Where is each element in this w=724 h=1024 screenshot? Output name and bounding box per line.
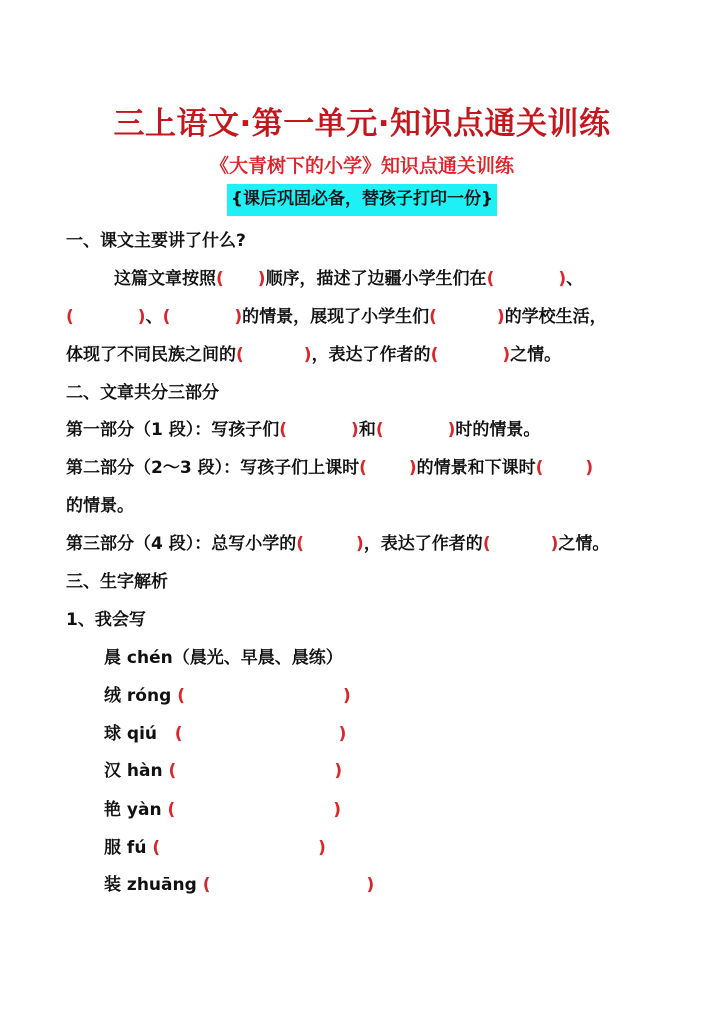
text: 的学校生活， — [504, 307, 607, 327]
text: 、 — [566, 269, 584, 289]
vocab-char: 装 zhuāng — [104, 875, 197, 895]
section1-heading: 一、课文主要讲了什么? — [66, 231, 246, 251]
text: 之情。 — [510, 345, 562, 365]
vocab-item-rong — [104, 684, 351, 708]
blank-close: ) — [257, 269, 266, 289]
print-note-badge: {课后巩固必备，替孩子打印一份} — [227, 184, 497, 216]
blank-close: ) — [585, 458, 594, 478]
blank-open: ( — [216, 269, 224, 289]
section2-part2 — [66, 456, 593, 480]
blank-close: ) — [351, 420, 359, 440]
section1-line3 — [66, 343, 561, 367]
vocab-char: 汉 hàn — [104, 761, 163, 781]
section2-part1 — [66, 418, 540, 442]
blank-open: ( — [66, 307, 74, 327]
text: 第二部分（2～3 段）：写孩子们上课时 — [66, 458, 360, 478]
blank-open: ( — [486, 269, 495, 289]
blank-open: ( — [359, 458, 367, 478]
vocab-item-fu — [104, 836, 326, 860]
vocab-item-yan — [104, 798, 341, 822]
blank-open: ( — [152, 838, 161, 858]
blank-open: ( — [174, 724, 183, 744]
page-title: 三上语文·第一单元·知识点通关训练 — [113, 106, 611, 142]
blank-open: ( — [177, 686, 185, 706]
section2-part3 — [66, 532, 609, 556]
text: 、 — [145, 307, 163, 327]
blank-close: ) — [342, 686, 351, 706]
blank-close: ) — [447, 420, 456, 440]
blank-open: ( — [535, 458, 544, 478]
section2-heading: 二、文章共分三部分 — [66, 383, 219, 403]
section1-line1 — [114, 267, 583, 291]
section3-subheading: 1、我会写 — [66, 610, 146, 630]
vocab-char: 球 qiú — [104, 724, 158, 744]
blank-close: ) — [550, 534, 559, 554]
blank-open: ( — [430, 345, 439, 365]
vocab-char: 艳 yàn — [104, 800, 162, 820]
blank-open: ( — [202, 875, 211, 895]
blank-open: ( — [482, 534, 491, 554]
lesson-subtitle: 《大青树下的小学》知识点通关训练 — [209, 155, 514, 177]
text: 顺序，描述了边疆小学生们在 — [265, 269, 487, 289]
blank-open: ( — [167, 800, 176, 820]
vocab-char: 绒 róng — [104, 686, 172, 706]
blank-open: ( — [168, 761, 177, 781]
section1-line2 — [66, 305, 607, 329]
text: 和 — [358, 420, 376, 440]
blank-open: ( — [236, 345, 244, 365]
section3-heading: 三、生字解析 — [66, 572, 168, 592]
blank-close: ) — [334, 761, 343, 781]
vocab-item-han — [104, 759, 342, 783]
text: 之情。 — [558, 534, 610, 554]
text: 时的情景。 — [455, 420, 541, 440]
blank-close: ) — [366, 875, 375, 895]
blank-open: ( — [375, 420, 384, 440]
blank-close: ) — [318, 838, 326, 858]
blank-close: ) — [356, 534, 364, 554]
blank-close: ) — [303, 345, 312, 365]
blank-close: ) — [333, 800, 342, 820]
text: 第三部分（4 段）：总写小学的 — [66, 534, 297, 554]
text: 体现了不同民族之间的 — [66, 345, 236, 365]
text: 第一部分（1 段）：写孩子们 — [66, 420, 280, 440]
text: 的情景，展现了小学生们 — [242, 307, 430, 327]
text: 的情景和下课时 — [416, 458, 536, 478]
vocab-char: 服 fú — [104, 838, 147, 858]
blank-open: ( — [162, 307, 171, 327]
vocab-item-qiu — [104, 722, 346, 746]
blank-close: ) — [558, 269, 567, 289]
blank-open: ( — [429, 307, 437, 327]
blank-close: ) — [137, 307, 146, 327]
blank-close: ) — [496, 307, 505, 327]
section2-part2-cont: 的情景。 — [66, 496, 134, 516]
blank-close: ) — [502, 345, 511, 365]
text: 这篇文章按照 — [114, 269, 216, 289]
blank-open: ( — [296, 534, 305, 554]
blank-close: ) — [408, 458, 417, 478]
blank-open: ( — [279, 420, 288, 440]
text: ，表达了作者的 — [311, 345, 431, 365]
text: ，表达了作者的 — [363, 534, 483, 554]
blank-close: ) — [338, 724, 347, 744]
vocab-item-zhuang — [104, 873, 374, 897]
vocab-example: 晨 chén（晨光、早晨、晨练） — [104, 648, 343, 668]
blank-close: ) — [234, 307, 243, 327]
note-container — [0, 184, 724, 216]
